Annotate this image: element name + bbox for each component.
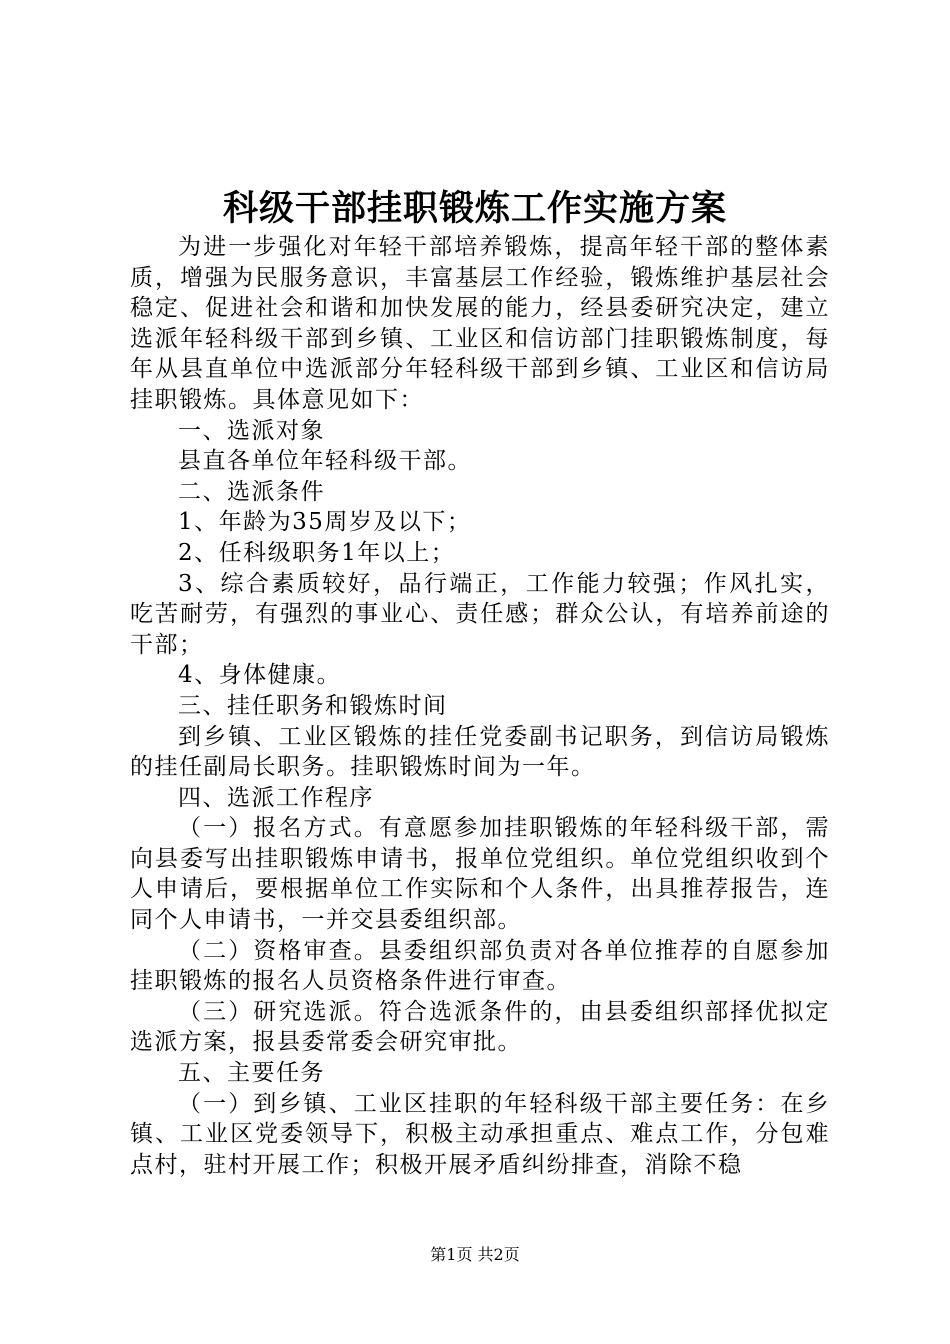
section-heading: 三、挂任职务和锻炼时间 (178, 692, 448, 719)
paragraph: 到乡镇、工业区锻炼的挂任党委副书记职务，到信访局锻炼的挂任副局长职务。挂职锻炼时间为一年。 (130, 723, 830, 781)
paragraph: （一）到乡镇、工业区挂职的年轻科级干部主要任务：在乡镇、工业区党委领导下，积极主动承担重点、难点工作，分包难点村，驻村开展工作；积极开展矛盾纠纷排查，消除不稳 (130, 1090, 830, 1178)
paragraph: 为进一步强化对年轻干部培养锻炼，提高年轻干部的整体素质，增强为民服务意识，丰富基层工作经验，锻炼维护基层社会稳定、促进社会和谐和加快发展的能力，经县委研究决定，建立选派年轻科级干部到乡镇、工业区和信访部门挂职锻炼制度，每年从县直单位中选派部分年轻科级干部到乡镇、工业区和信访局挂职锻炼。具体意见如下： (130, 234, 830, 413)
section-heading: 四、选派工作程序 (178, 784, 374, 811)
list-item: 2、任科级职务1年以上； (178, 539, 456, 566)
paragraph: 县直各单位年轻科级干部。 (178, 448, 472, 475)
document-body (130, 232, 830, 1180)
section-heading: 一、选派对象 (178, 417, 325, 444)
paragraph: （二）资格审查。县委组织部负责对各单位推荐的自愿参加挂职锻炼的报名人员资格条件进行审查。 (130, 937, 830, 995)
list-item: 4、身体健康。 (178, 662, 342, 689)
list-item: 3、综合素质较好，品行端正，工作能力较强；作风扎实，吃苦耐劳，有强烈的事业心、责任感；群众公认，有培养前途的干部； (130, 570, 830, 658)
paragraph: （一）报名方式。有意愿参加挂职锻炼的年轻科级干部，需向县委写出挂职锻炼申请书，报单位党组织。单位党组织收到个人申请后，要根据单位工作实际和个人条件，出具推荐报告，连同个人申请书，一并交县委组织部。 (130, 815, 830, 934)
page-footer: 第1页 共2页 (430, 1245, 520, 1264)
document-title: 科级干部挂职锻炼工作实施方案 (222, 188, 727, 229)
list-item: 1、年龄为35周岁及以下； (178, 509, 472, 536)
section-heading: 二、选派条件 (178, 478, 325, 505)
section-heading: 五、主要任务 (178, 1060, 325, 1087)
paragraph: （三）研究选派。符合选派条件的，由县委组织部择优拟定选派方案，报县委常委会研究审批。 (130, 998, 830, 1056)
